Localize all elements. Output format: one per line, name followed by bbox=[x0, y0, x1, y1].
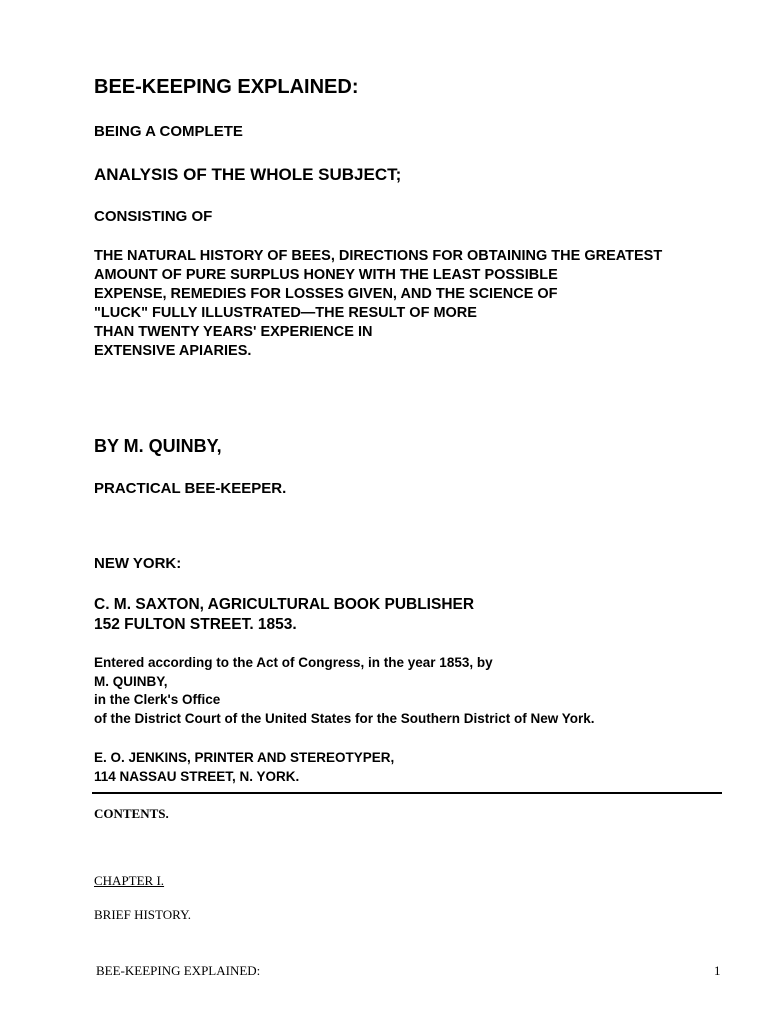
printer-line: E. O. JENKINS, PRINTER AND STEREOTYPER, bbox=[94, 750, 395, 765]
publisher-line: C. M. SAXTON, AGRICULTURAL BOOK PUBLISHER bbox=[94, 596, 475, 613]
chapter-link[interactable]: CHAPTER I. bbox=[94, 873, 165, 888]
description-line: THE NATURAL HISTORY OF BEES, DIRECTIONS FOR OBTAINING THE GREATEST bbox=[94, 248, 663, 264]
page-number: 1 bbox=[714, 963, 721, 978]
description-line: THAN TWENTY YEARS' EXPERIENCE IN bbox=[94, 324, 373, 340]
copyright-line: of the District Court of the United States for the Southern District of New York. bbox=[94, 710, 595, 726]
book-title: BEE-KEEPING EXPLAINED: bbox=[94, 76, 359, 98]
publisher-line: 152 FULTON STREET. 1853. bbox=[94, 616, 297, 633]
publisher-block bbox=[94, 595, 474, 635]
contents-heading: CONTENTS. bbox=[94, 806, 169, 821]
description-line: AMOUNT OF PURE SURPLUS HONEY WITH THE LEAST POSSIBLE bbox=[94, 267, 558, 283]
subtitle-line-1: BEING A COMPLETE bbox=[94, 123, 243, 140]
footer-running-title: BEE-KEEPING EXPLAINED: bbox=[96, 963, 261, 978]
publication-place: NEW YORK: bbox=[94, 555, 182, 572]
printer-block bbox=[94, 749, 394, 786]
description-line: EXTENSIVE APIARIES. bbox=[94, 343, 252, 359]
subtitle-line-2: ANALYSIS OF THE WHOLE SUBJECT; bbox=[94, 165, 402, 184]
horizontal-divider bbox=[92, 792, 722, 794]
author-role: PRACTICAL BEE-KEEPER. bbox=[94, 480, 287, 497]
copyright-line: in the Clerk's Office bbox=[94, 692, 221, 707]
description-paragraph bbox=[94, 247, 662, 361]
description-line: "LUCK" FULLY ILLUSTRATED—THE RESULT OF MORE bbox=[94, 305, 477, 321]
copyright-line: Entered according to the Act of Congress, in the year 1853, by bbox=[94, 655, 493, 670]
consisting-of-heading: CONSISTING OF bbox=[94, 208, 213, 225]
author-line: BY M. QUINBY, bbox=[94, 436, 222, 456]
copyright-line: M. QUINBY, bbox=[94, 673, 168, 689]
description-line: EXPENSE, REMEDIES FOR LOSSES GIVEN, AND THE SCIENCE OF bbox=[94, 286, 558, 302]
printer-line: 114 NASSAU STREET, N. YORK. bbox=[94, 768, 300, 784]
chapter-title: BRIEF HISTORY. bbox=[94, 907, 192, 922]
copyright-notice bbox=[94, 654, 595, 728]
